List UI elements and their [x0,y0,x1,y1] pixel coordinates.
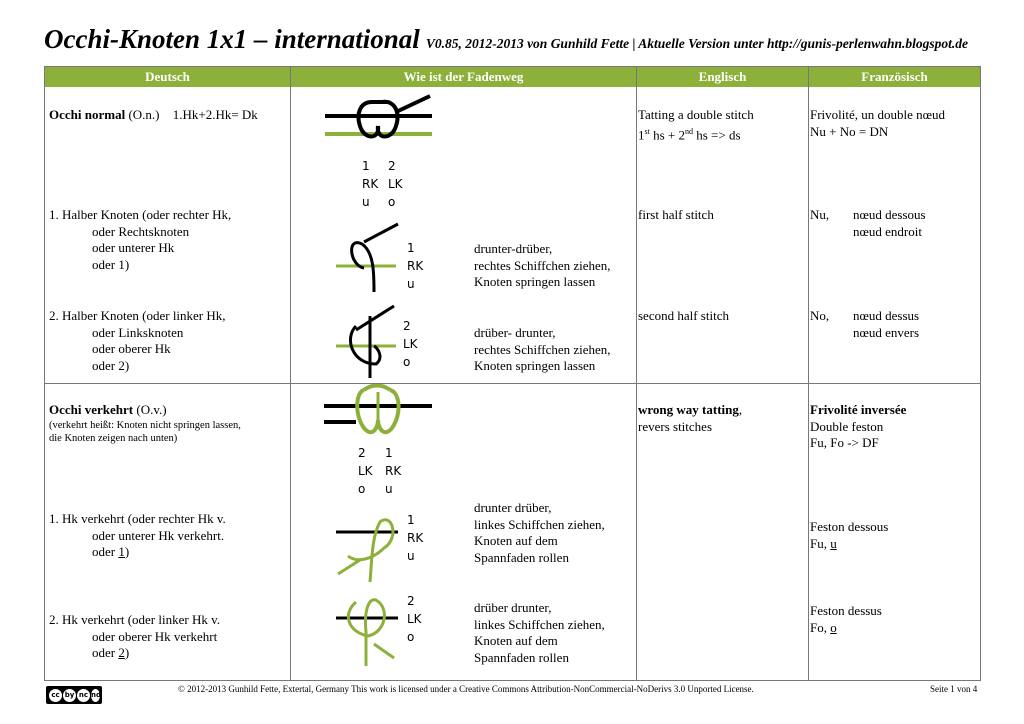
verkehrt-label-u: u [385,482,393,496]
verkehrt-label-o: o [358,482,366,496]
hk2-deutsch: 2. Halber Knoten (oder linker Hk, oder Linksknoten oder oberer Hk oder 2) [49,308,226,373]
verkehrt-note-1: (verkehrt heißt: Knoten nicht springen lassen, [49,419,241,431]
normal-label-1: 1 [362,159,370,173]
normal-label-u: u [362,195,370,209]
vk1-description: drunter drüber, linkes Schiffchen ziehen, Knoten auf dem Spannfaden rollen [474,500,605,565]
vk2-franzoesisch: Feston dessus Fo, o [810,603,882,635]
page-title [44,24,968,55]
reverse-half-stitch-2-diagram [334,592,404,668]
by-icon: by [62,688,77,703]
header-englisch: Englisch [637,67,809,88]
vk1-franzoesisch: Feston dessous Fu, u [810,519,889,551]
vk1-label-1: 1 [407,513,415,527]
hk1-label-1: 1 [407,241,415,255]
license-text: © 2012-2013 Gunhild Fette, Extertal, Germany This work is licensed under a Creative Commons Attribution-NonCommercial-NoDerivs 3.0 Unported License. [178,684,754,694]
normal-fr-line2: Nu + No = DN [810,123,889,139]
half-stitch-1-diagram [334,222,404,294]
hk1-description: drunter-drüber, rechtes Schiffchen ziehen, Knoten springen lassen [474,241,611,289]
normal-abbr: (O.n.) [125,107,160,122]
normal-formula: 1.Hk+2.Hk= Dk [172,107,258,122]
hk1-franzoesisch: Nu, nœud dessous nœud endroit [810,207,926,239]
vk1-label-rk: RK [407,531,424,545]
vk1-label-u: u [407,549,415,563]
nc-icon: nc [76,688,91,703]
hk2-label-2: 2 [403,319,411,333]
normal-en-line2: 1st hs + 2nd hs => ds [638,126,741,142]
reverse-half-stitch-1-diagram [334,508,404,584]
vk2-deutsch: 2. Hk verkehrt (oder linker Hk v. oder oberer Hk verkehrt oder 2) [49,612,220,660]
normal-franzoesisch [810,107,945,140]
title-main: Occhi-Knoten 1x1 – international [44,24,420,54]
normal-label-rk: RK [362,177,379,191]
verkehrt-franzoesisch: Frivolité inversée Double feston Fu, Fo -> DF [810,402,907,450]
vk2-label-lk: LK [407,612,422,626]
normal-en-line1: Tatting a double stitch [638,107,754,122]
hk1-label-u: u [407,277,415,291]
creative-commons-badge[interactable] [46,686,102,704]
verkehrt-note-2: die Knoten zeigen nach unten) [49,432,178,444]
reverse-double-stitch-diagram [320,384,440,446]
verkehrt-deutsch: Occhi verkehrt (O.v.) (verkehrt heißt: Knoten nicht springen lassen, die Knoten zeigen nach unten) [49,402,241,444]
vk2-label-2: 2 [407,594,415,608]
hk2-label-lk: LK [403,337,418,351]
normal-deutsch [49,107,258,124]
hk2-englisch: second half stitch [638,308,729,323]
header-deutsch: Deutsch [45,67,291,88]
hk2-franzoesisch: No, nœud dessus nœud envers [810,308,920,340]
verkehrt-label-lk: LK [358,464,373,478]
normal-label-lk: LK [388,177,403,191]
table-header [45,67,981,88]
normal-title: Occhi normal [49,107,126,122]
hk2-label-o: o [403,355,411,369]
verkehrt-label-1: 1 [385,446,393,460]
normal-label-2: 2 [388,159,396,173]
title-subtitle: V0.85, 2012-2013 von Gunhild Fette | Aktuelle Version unter http://gunis-perlenwahn.blogspot.de [425,36,968,51]
half-stitch-2-diagram [334,302,404,378]
nd-icon: nd [90,688,101,703]
normal-fr-line1: Frivolité, un double nœud [810,107,946,122]
vk2-description: drüber drunter, linkes Schiffchen ziehen, Knoten auf dem Spannfaden rollen [474,600,605,665]
page-number: Seite 1 von 4 [930,684,978,694]
verkehrt-title: Occhi verkehrt [49,402,134,417]
double-stitch-diagram [320,90,440,160]
hk2-description: drüber- drunter, rechtes Schiffchen ziehen, Knoten springen lassen [474,325,611,373]
verkehrt-label-rk: RK [385,464,402,478]
verkehrt-englisch: wrong way tatting, revers stitches [638,402,743,434]
verkehrt-label-2: 2 [358,446,366,460]
normal-label-o: o [388,195,396,209]
hk1-englisch: first half stitch [638,207,714,222]
hk1-deutsch: 1. Halber Knoten (oder rechter Hk, oder Rechtsknoten oder unterer Hk oder 1) [49,207,232,272]
hk1-label-rk: RK [407,259,424,273]
header-fadenweg: Wie ist der Fadenweg [291,67,637,88]
normal-englisch [638,107,754,143]
cc-icon: cc [48,688,63,703]
header-franzoesisch: Französisch [809,67,981,88]
vk1-deutsch: 1. Hk verkehrt (oder rechter Hk v. oder unterer Hk verkehrt. oder 1) [49,511,226,559]
vk2-label-o: o [407,630,415,644]
